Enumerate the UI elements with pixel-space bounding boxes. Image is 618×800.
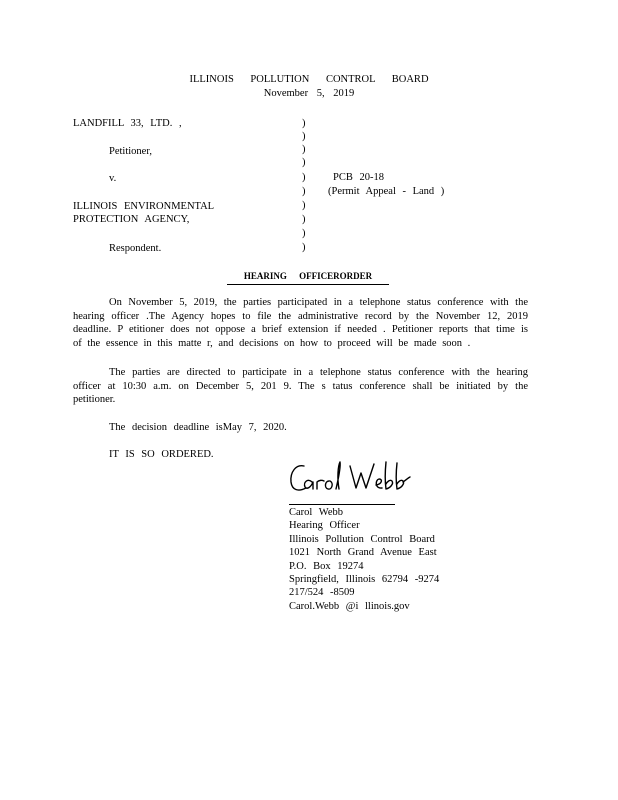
signer-organization: Illinois Pollution Control Board	[289, 533, 435, 545]
caption-paren: )	[302, 144, 306, 155]
caption-paren: )	[302, 228, 306, 239]
caption-paren: )	[302, 242, 306, 253]
caption-paren: )	[302, 131, 306, 142]
signer-title: Hearing Officer	[289, 520, 360, 532]
caption-paren: )	[302, 172, 306, 183]
caption-paren: )	[302, 118, 306, 129]
board-name: ILLINOIS POLLUTION CONTROL BOARD	[189, 74, 429, 85]
email-address: Carol.Webb @i llinois.gov	[289, 600, 410, 612]
respondent-line2: PROTECTION AGENCY,	[73, 214, 190, 225]
phone-number: 217/524 -8509	[289, 587, 355, 599]
case-type: (Permit Appeal - Land )	[328, 186, 445, 197]
signature-line	[289, 504, 395, 505]
city-state-zip: Springfield, Illinois 62794 -9274	[289, 574, 440, 586]
order-heading: HEARING OFFICERORDER	[227, 270, 389, 285]
signature-block	[289, 506, 439, 613]
title-block	[0, 73, 618, 100]
body-paragraph-1: On November 5, 2019, the parties participated in a telephone status conference with the hearing officer .The Agency hopes to file the administrative record by the November 12, 2019 deadline. P etitioner does not oppose a brief extension if needed . Petitioner reports that time is of the essence in this matte r, and decisions on how to proceed will be made soon .	[73, 297, 528, 349]
body-paragraph-3: The decision deadline isMay 7, 2020.	[109, 422, 287, 433]
caption-paren: )	[302, 200, 306, 211]
order-date: November 5, 2019	[263, 87, 355, 99]
petitioner-role: Petitioner,	[109, 146, 153, 157]
handwritten-signature	[286, 458, 416, 502]
respondent-role: Respondent.	[109, 243, 162, 254]
versus-label: v.	[109, 173, 117, 184]
case-number: PCB 20-18	[333, 172, 384, 183]
caption-paren: )	[302, 157, 306, 168]
address-line-1: 1021 North Grand Avenue East	[289, 547, 437, 559]
caption-paren: )	[302, 214, 306, 225]
address-line-2: P.O. Box 19274	[289, 560, 364, 572]
body-paragraph-2: The parties are directed to participate in a telephone status conference with the hearing officer at 10:30 a.m. on December 5, 201 9. The s tatus conference shall be initiated by the petitioner.	[73, 367, 528, 405]
petitioner-name: LANDFILL 33, LTD. ,	[73, 118, 182, 129]
signer-name: Carol Webb	[289, 507, 343, 518]
caption-paren: )	[302, 186, 306, 197]
respondent-line1: ILLINOIS ENVIRONMENTAL	[73, 201, 215, 212]
closing-statement: IT IS SO ORDERED.	[109, 449, 214, 460]
